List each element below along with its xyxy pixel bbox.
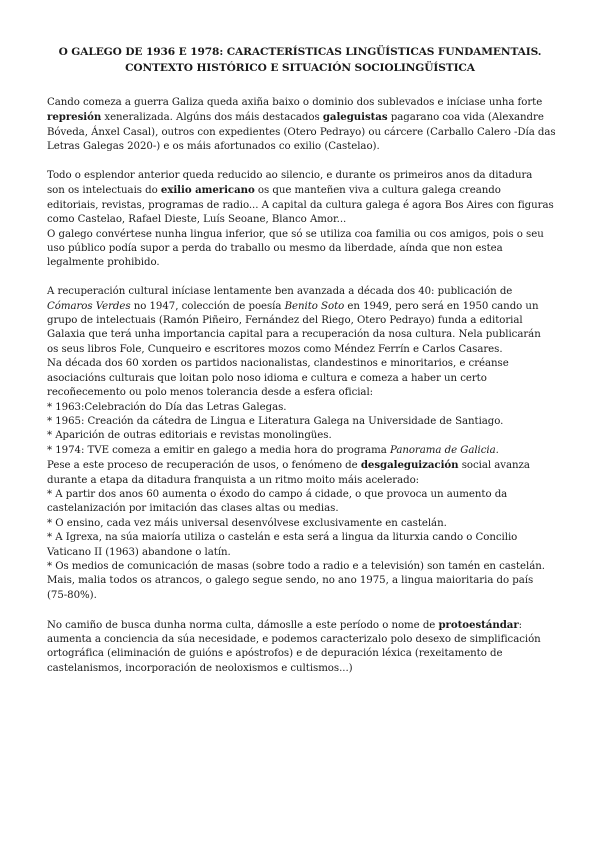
text-line: castelanización por imitación das clases altas ou medias.: [47, 503, 339, 515]
text-line: O galego convértese nunha lingua inferior, que só se utiliza coa familia ou cos amigos, pois o seu: [47, 228, 544, 240]
text-line: No camiño de busca dunha norma culta, dámoslle a este período o nome de protoestándar:: [47, 618, 523, 631]
text-line: Letras Galegas 2020-) e os máis afortunados co exilio (Castelao).: [47, 141, 380, 153]
text-line: A recuperación cultural iníciase lentamente ben avanzada a década dos 40: publicación de: [47, 286, 513, 298]
text-line: Mais, malia todos os atrancos, o galego segue sendo, no ano 1975, a lingua maioritaria do país: [47, 575, 534, 587]
text-line: recoñecemento ou polo menos tolerancia desde a esfera oficial:: [47, 387, 374, 399]
text-line: Bóveda, Ánxel Casal), outros con expedientes (Otero Pedrayo) ou cárcere (Carballo Calero -Día das: [47, 126, 556, 138]
bold-term: desgaleguización: [360, 459, 459, 472]
text-line: Cando comeza a guerra Galiza queda axiña baixo o dominio dos sublevados e iníciase unha forte: [47, 97, 543, 108]
paragraph-war-repression: [47, 96, 560, 155]
title-line-2: CONTEXTO HISTÓRICO E SITUACIÓN SOCIOLINGÜÍSTICA: [125, 62, 475, 74]
text-line: os seus libros Fole, Cunqueiro e escritores mozos como Méndez Ferrín e Carlos Casares.: [47, 343, 503, 355]
text-line: grupo de intelectuais (Ramón Piñeiro, Fernández del Riego, Otero Pedrayo) funda a editorial: [47, 315, 523, 327]
document-body: [47, 96, 560, 691]
text-line: Todo o esplendor anterior queda reducido ao silencio, e durante os primeiros anos da ditadura: [47, 170, 533, 182]
list-item: * 1965: Creación da cátedra de Lingua e Literatura Galega na Universidade de Santiago.: [47, 415, 504, 427]
list-item: * 1963:Celebración do Día das Letras Galegas.: [47, 401, 287, 413]
title-line-1: O GALEGO DE 1936 E 1978: CARACTERÍSTICAS LINGÜÍSTICAS FUNDAMENTAIS.: [58, 46, 542, 58]
bold-term: represión: [47, 111, 102, 124]
list-item: * A partir dos anos 60 aumenta o éxodo do campo á cidade, o que provoca un aumento da: [47, 488, 508, 500]
text-line: son os intelectuais do exilio americano os que manteñen viva a cultura galega creando: [47, 184, 501, 197]
text-line: castelanismos, incorporación de neoloxismos e cultismos...): [47, 662, 353, 674]
bold-term: galeguistas: [322, 111, 388, 124]
text-line: editoriais, revistas, programas de radio... A capital da cultura galega é agora Bos Aires con figuras: [47, 199, 554, 211]
text-line: Pese a este proceso de recuperación de usos, o fenómeno de desgaleguización social avanza: [47, 459, 530, 472]
list-item: * O ensino, cada vez máis universal desenvólvese exclusivamente en castelán.: [47, 517, 447, 529]
italic-title: Cómaros Verdes: [47, 300, 131, 312]
list-item: * A Igrexa, na súa maioría utiliza o castelán e esta será a lingua da liturxia cando o Concilio: [47, 532, 518, 544]
text-line: Vaticano II (1963) abandone o latín.: [47, 546, 231, 558]
paragraph-exile: [47, 169, 560, 271]
text-line: Galaxia que terá unha importancia capital para a recuperación da nosa cultura. Nela publicarán: [47, 329, 541, 341]
italic-title: Benito Soto: [284, 300, 345, 312]
text-line: asociacións culturais que loitan polo noso idioma e cultura e comeza a haber un certo: [47, 372, 487, 384]
text-line: Cómaros Verdes no 1947, colección de poesía Benito Soto en 1949, pero será en 1950 cando un: [47, 300, 539, 312]
bold-term: exilio americano: [160, 184, 255, 197]
text-line: (75-80%).: [47, 589, 97, 601]
text-line: aumenta a conciencia da súa necesidade, e podemos caracterizalo polo desexo de simplificación: [47, 633, 541, 645]
italic-title: Panorama de Galicia: [389, 444, 496, 456]
list-item: * Aparición de outras editoriais e revistas monolingües.: [47, 430, 332, 442]
text-line: ortográfica (eliminación de guións e apóstrofos) e de depuración léxica (rexeitamento de: [47, 648, 503, 660]
text-line: Na década dos 60 xorden os partidos nacionalistas, clandestinos e minoritarios, e créanse: [47, 358, 509, 370]
text-line: durante a etapa da ditadura franquista a un ritmo moito máis acelerado:: [47, 474, 420, 486]
list-item: * Os medios de comunicación de masas (sobre todo a radio e a televisión) son tamén en castelán.: [47, 560, 545, 572]
text-line: represión xeneralizada. Algúns dos máis destacados galeguistas pagarano coa vida (Alexandre: [47, 111, 544, 124]
paragraph-protostandard: [47, 618, 560, 677]
bold-term: protoestándar: [438, 618, 519, 631]
page-title: [40, 44, 560, 76]
list-item: * 1974: TVE comeza a emitir en galego a media hora do programa Panorama de Galicia.: [47, 444, 499, 456]
text-line: uso público podía supor a perda do traballo ou mesmo da liberdade, aínda que non estea: [47, 243, 503, 255]
text-line: como Castelao, Rafael Dieste, Luís Seoane, Blanco Amor...: [47, 214, 347, 226]
text-line: legalmente prohibido.: [47, 257, 160, 269]
paragraph-cultural-recovery: [47, 285, 560, 603]
